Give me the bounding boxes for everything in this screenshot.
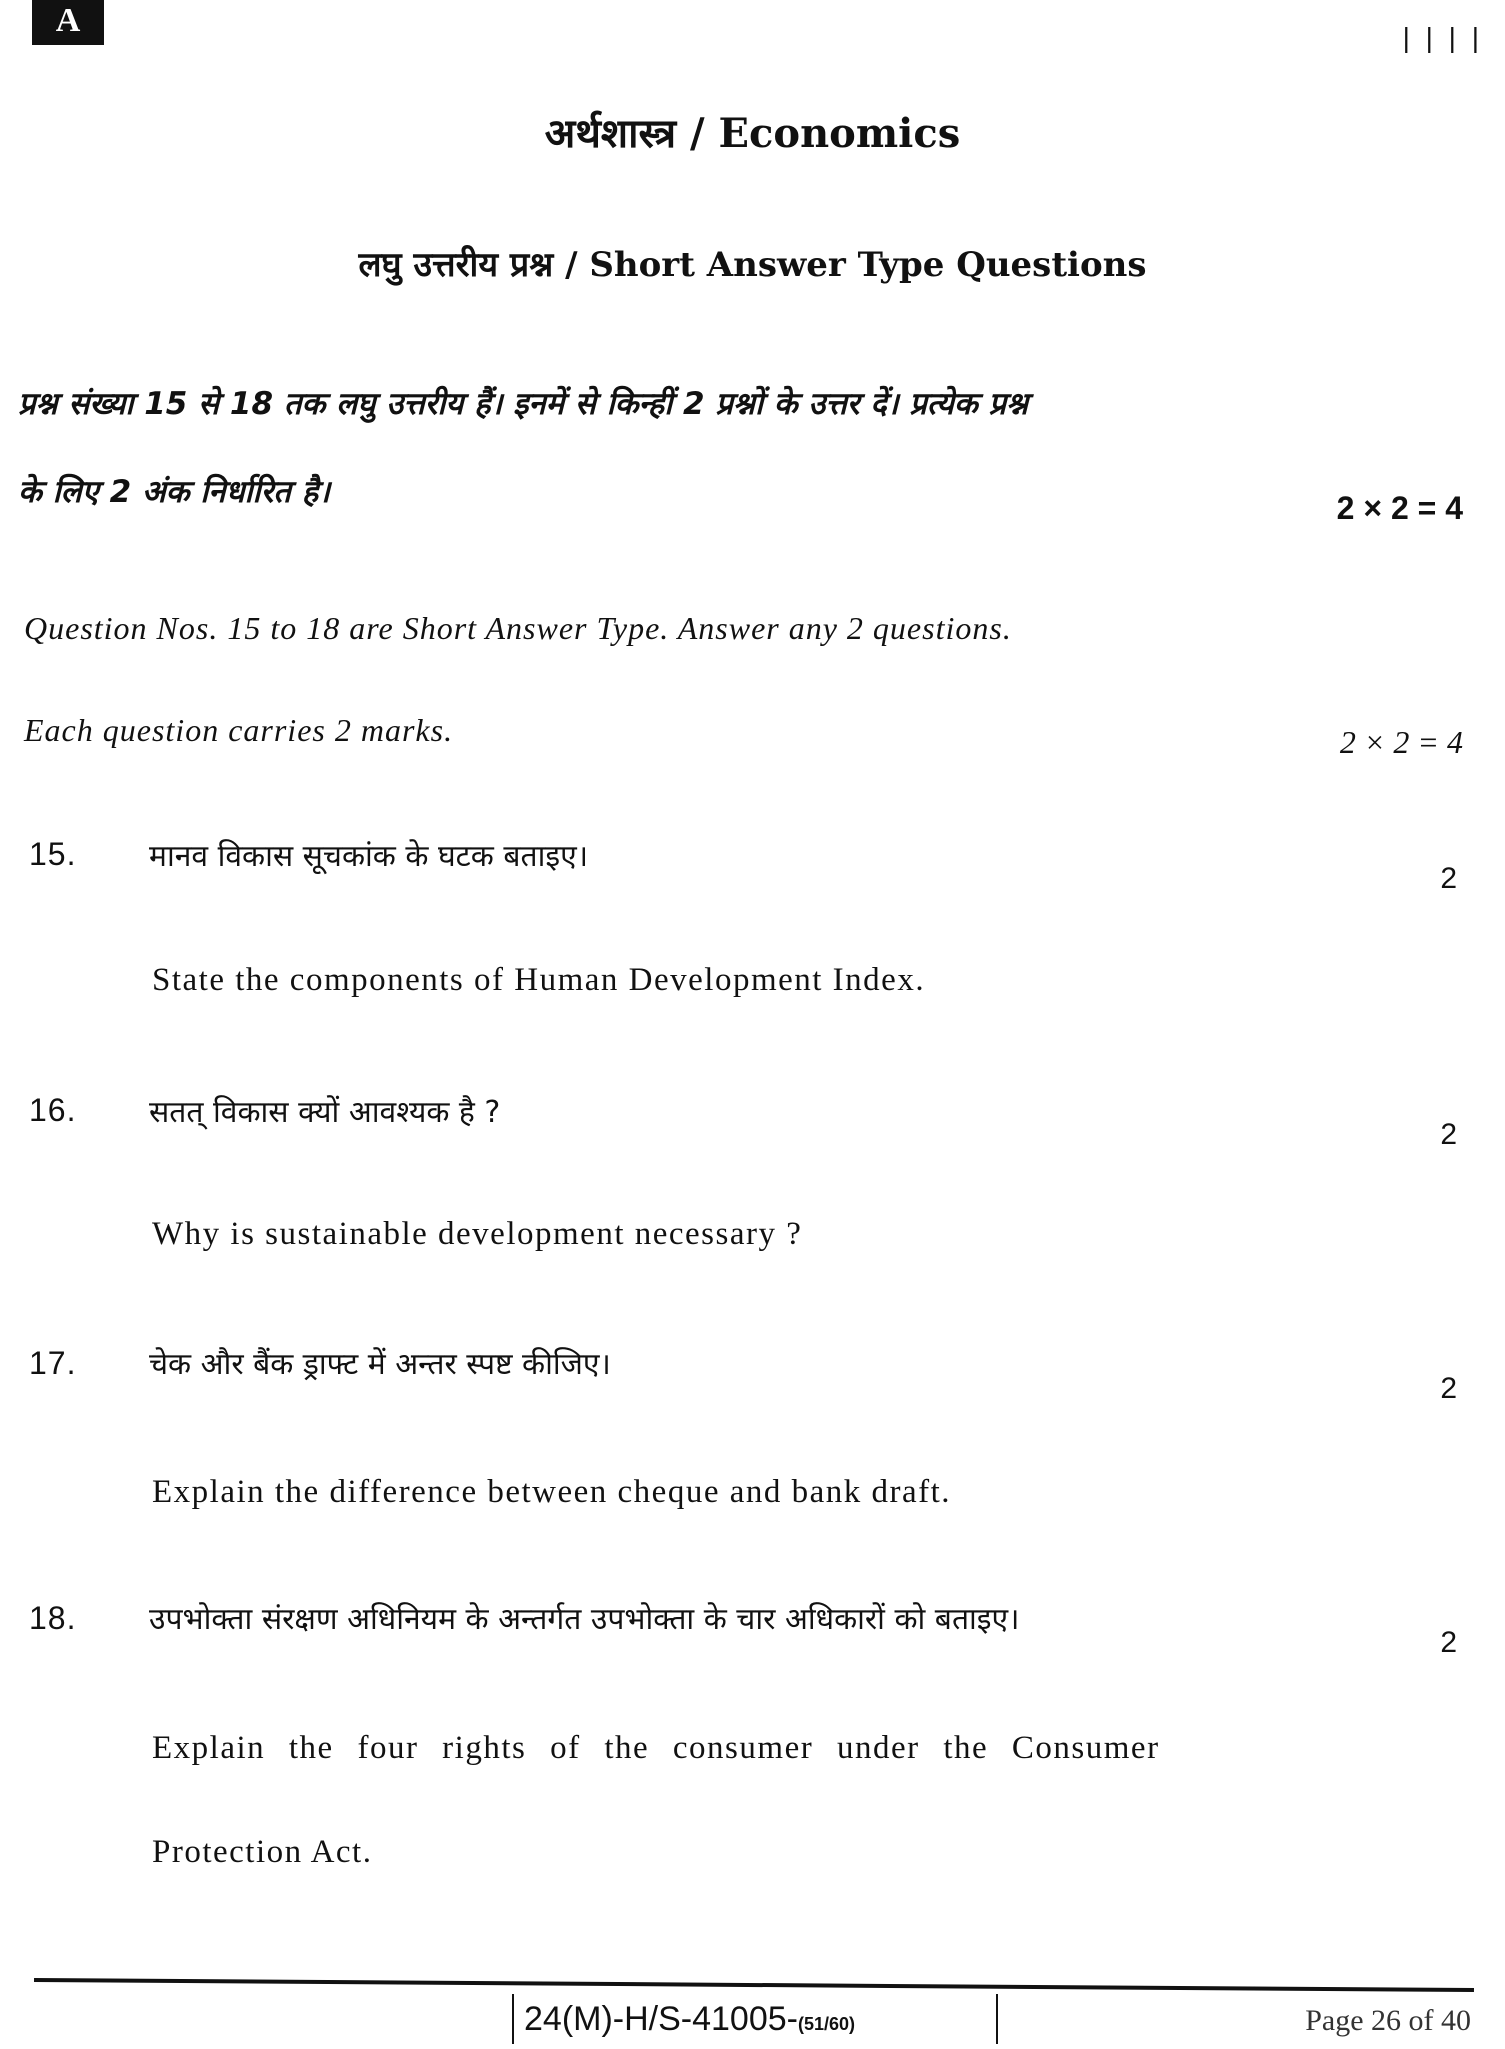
- corner-marks: | | | |: [1402, 22, 1483, 53]
- question-number: 17.: [29, 1345, 77, 1381]
- question-number: 18.: [29, 1600, 77, 1636]
- instruction-hindi-marks: 2 × 2 = 4: [1336, 490, 1463, 526]
- question-english: State the components of Human Development Index.: [152, 962, 926, 998]
- question-marks: 2: [1440, 1118, 1457, 1151]
- question-english: Why is sustainable development necessary ?: [152, 1216, 803, 1252]
- question-english: Explain the difference between cheque and bank draft.: [152, 1474, 952, 1510]
- section-title: लघु उत्तरीय प्रश्न / Short Answer Type Questions: [358, 245, 1147, 285]
- paper-code: [512, 1994, 998, 2044]
- instruction-english-line1: Question Nos. 15 to 18 are Short Answer Type. Answer any 2 questions.: [24, 610, 1012, 646]
- question-marks: 2: [1440, 1372, 1457, 1405]
- question-marks: 2: [1440, 1626, 1457, 1659]
- paper-code-main: 24(M)-H/S-41005-: [524, 2000, 798, 2038]
- question-marks: 2: [1440, 862, 1457, 895]
- footer-rule: [34, 1978, 1474, 1992]
- instruction-english-line2: Each question carries 2 marks.: [24, 712, 454, 748]
- page-title: अर्थशास्त्र / Economics: [544, 110, 961, 157]
- question-number: 16.: [29, 1092, 77, 1128]
- question-hindi: मानव विकास सूचकांक के घटक बताइए।: [149, 839, 589, 874]
- question-english-continued: Protection Act.: [152, 1834, 373, 1870]
- question-english: Explain the four rights of the consumer under the Consumer: [152, 1730, 1160, 1766]
- set-label: A: [32, 0, 104, 45]
- paper-code-suffix: (51/60): [797, 2014, 856, 2034]
- question-hindi: सतत् विकास क्यों आवश्यक है ?: [149, 1095, 501, 1130]
- question-number: 15.: [29, 836, 77, 872]
- instruction-hindi-line2: के लिए 2 अंक निर्धारित है।: [18, 474, 330, 510]
- question-hindi: चेक और बैंक ड्राफ्ट में अन्तर स्पष्ट कीजिए।: [149, 1347, 611, 1382]
- instruction-hindi-line1: प्रश्न संख्या 15 से 18 तक लघु उत्तरीय हैं। इनमें से किन्हीं 2 प्रश्नों के उत्तर दें। प्रत्येक प्रश्न: [18, 386, 1029, 422]
- question-hindi: उपभोक्ता संरक्षण अधिनियम के अन्तर्गत उपभोक्ता के चार अधिकारों को बताइए।: [149, 1602, 1020, 1637]
- instruction-english-marks: 2 × 2 = 4: [1339, 724, 1463, 760]
- page-number: Page 26 of 40: [1305, 2004, 1471, 2037]
